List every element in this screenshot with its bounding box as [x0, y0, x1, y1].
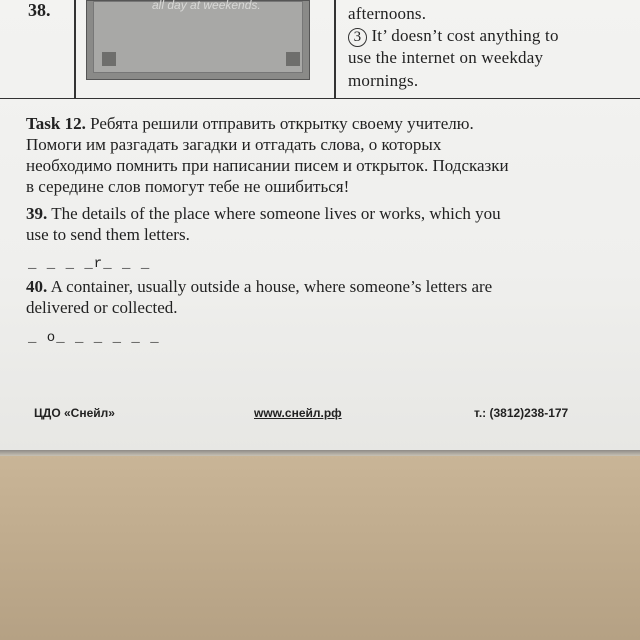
question-line: 39. The details of the place where someone lives or works, which you	[26, 204, 501, 223]
option-3-text: It’ doesn’t cost anything to	[367, 26, 559, 45]
page-edge-shadow	[0, 450, 640, 456]
option-3	[348, 26, 559, 47]
option-line: use the internet on weekday	[348, 48, 544, 67]
task-number-38: 38.	[28, 0, 51, 20]
question-line: 40. A container, usually outside a house, where someone’s letters are	[26, 277, 493, 296]
question-number: 40.	[26, 277, 48, 296]
illustration-corner	[286, 52, 300, 66]
illustration-frame	[93, 1, 303, 73]
instruction-line: Помоги им разгадать загадки и отгадать слова, о которых	[26, 135, 442, 154]
desk-surface	[0, 455, 640, 640]
task-12-heading: Task 12.	[26, 114, 86, 133]
question-39	[26, 203, 626, 245]
option-line: afternoons.	[348, 4, 427, 23]
question-number: 39.	[26, 204, 48, 223]
question-line: use to send them letters.	[26, 225, 190, 244]
illustration-image	[86, 0, 310, 80]
illustration-corner	[102, 52, 116, 66]
question-40	[26, 276, 626, 318]
footer-website-link[interactable]: www.снейл.рф	[254, 406, 342, 420]
instruction-line: в середине слов помогут тебе не ошибиться!	[26, 177, 350, 196]
instruction-line: необходимо помнить при написании писем и открыток. Подсказки	[26, 156, 509, 175]
previous-task-box	[0, 0, 640, 99]
illustration-caption: all day at weekends.	[152, 0, 261, 12]
option-line: mornings.	[348, 71, 419, 90]
task-12-instruction	[26, 113, 626, 197]
column-divider	[334, 0, 336, 98]
circled-number: 3	[348, 28, 367, 47]
column-divider	[74, 0, 76, 98]
answer-blanks-40[interactable]: _ o_ _ _ _ _ _	[28, 330, 160, 346]
question-line: delivered or collected.	[26, 298, 178, 317]
footer-publisher: ЦДО «Снейл»	[34, 406, 115, 420]
answer-blanks-39[interactable]: _ _ _ _r_ _ _	[28, 256, 151, 272]
instruction-line: Task 12. Ребята решили отправить открытку своему учителю.	[26, 114, 474, 133]
footer-phone: т.: (3812)238-177	[474, 406, 569, 420]
